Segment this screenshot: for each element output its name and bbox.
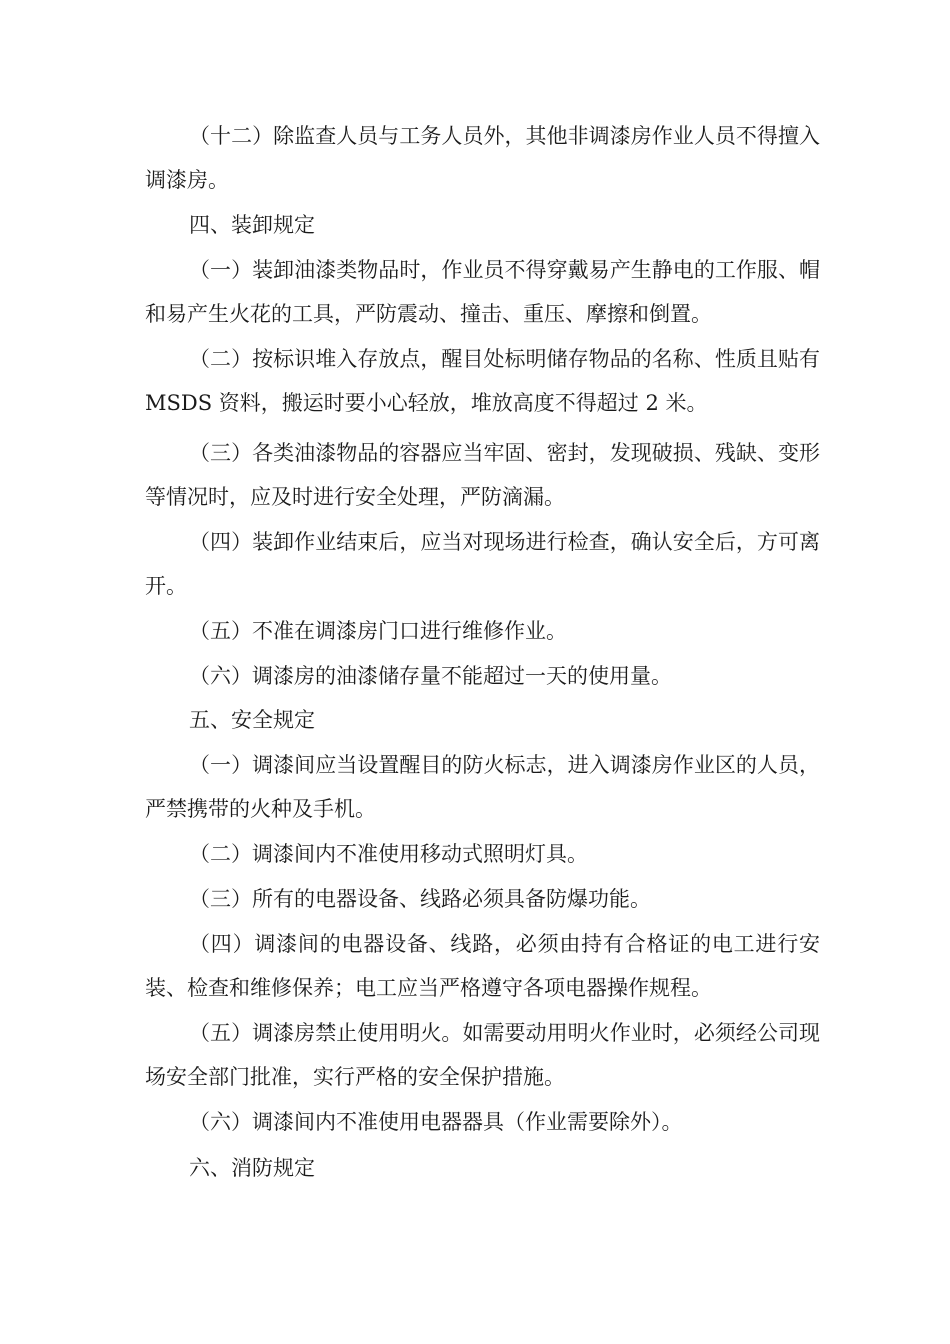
section-heading-loading-rules: 四、装卸规定 <box>189 213 315 237</box>
paragraph-loading-3: （三）各类油漆物品的容器应当牢固、密封，发现破损、残缺、变形等情况时，应及时进行安全处理，严防滴漏。 <box>145 441 820 509</box>
paragraph-item-12: （十二）除监查人员与工务人员外，其他非调漆房作业人员不得擅入调漆房。 <box>145 124 820 192</box>
paragraph-loading-1: （一）装卸油漆类物品时，作业员不得穿戴易产生静电的工作服、帽和易产生火花的工具，严防震动、撞击、重压、摩擦和倒置。 <box>145 258 820 326</box>
paragraph-loading-4: （四）装卸作业结束后，应当对现场进行检查，确认安全后，方可离开。 <box>145 530 820 598</box>
paragraph-loading-2: （二）按标识堆入存放点，醒目处标明储存物品的名称、性质且贴有 MSDS 资料，搬运时要小心轻放，堆放高度不得超过 2 米。 <box>145 347 820 415</box>
paragraph-loading-5: （五）不准在调漆房门口进行维修作业。 <box>189 619 567 643</box>
paragraph-safety-4: （四）调漆间的电器设备、线路，必须由持有合格证的电工进行安装、检查和维修保养；电工应当严格遵守各项电器操作规程。 <box>145 932 820 1000</box>
section-heading-fire-rules: 六、消防规定 <box>189 1156 315 1180</box>
paragraph-safety-2: （二）调漆间内不准使用移动式照明灯具。 <box>189 842 588 866</box>
paragraph-safety-5: （五）调漆房禁止使用明火。如需要动用明火作业时，必须经公司现场安全部门批准，实行严格的安全保护措施。 <box>145 1021 820 1089</box>
paragraph-safety-1: （一）调漆间应当设置醒目的防火标志，进入调漆房作业区的人员，严禁携带的火种及手机。 <box>145 753 820 821</box>
section-heading-safety-rules: 五、安全规定 <box>189 708 315 732</box>
paragraph-safety-6: （六）调漆间内不准使用电器器具（作业需要除外）。 <box>189 1110 683 1134</box>
paragraph-loading-6: （六）调漆房的油漆储存量不能超过一天的使用量。 <box>189 664 672 688</box>
paragraph-safety-3: （三）所有的电器设备、线路必须具备防爆功能。 <box>189 887 651 911</box>
